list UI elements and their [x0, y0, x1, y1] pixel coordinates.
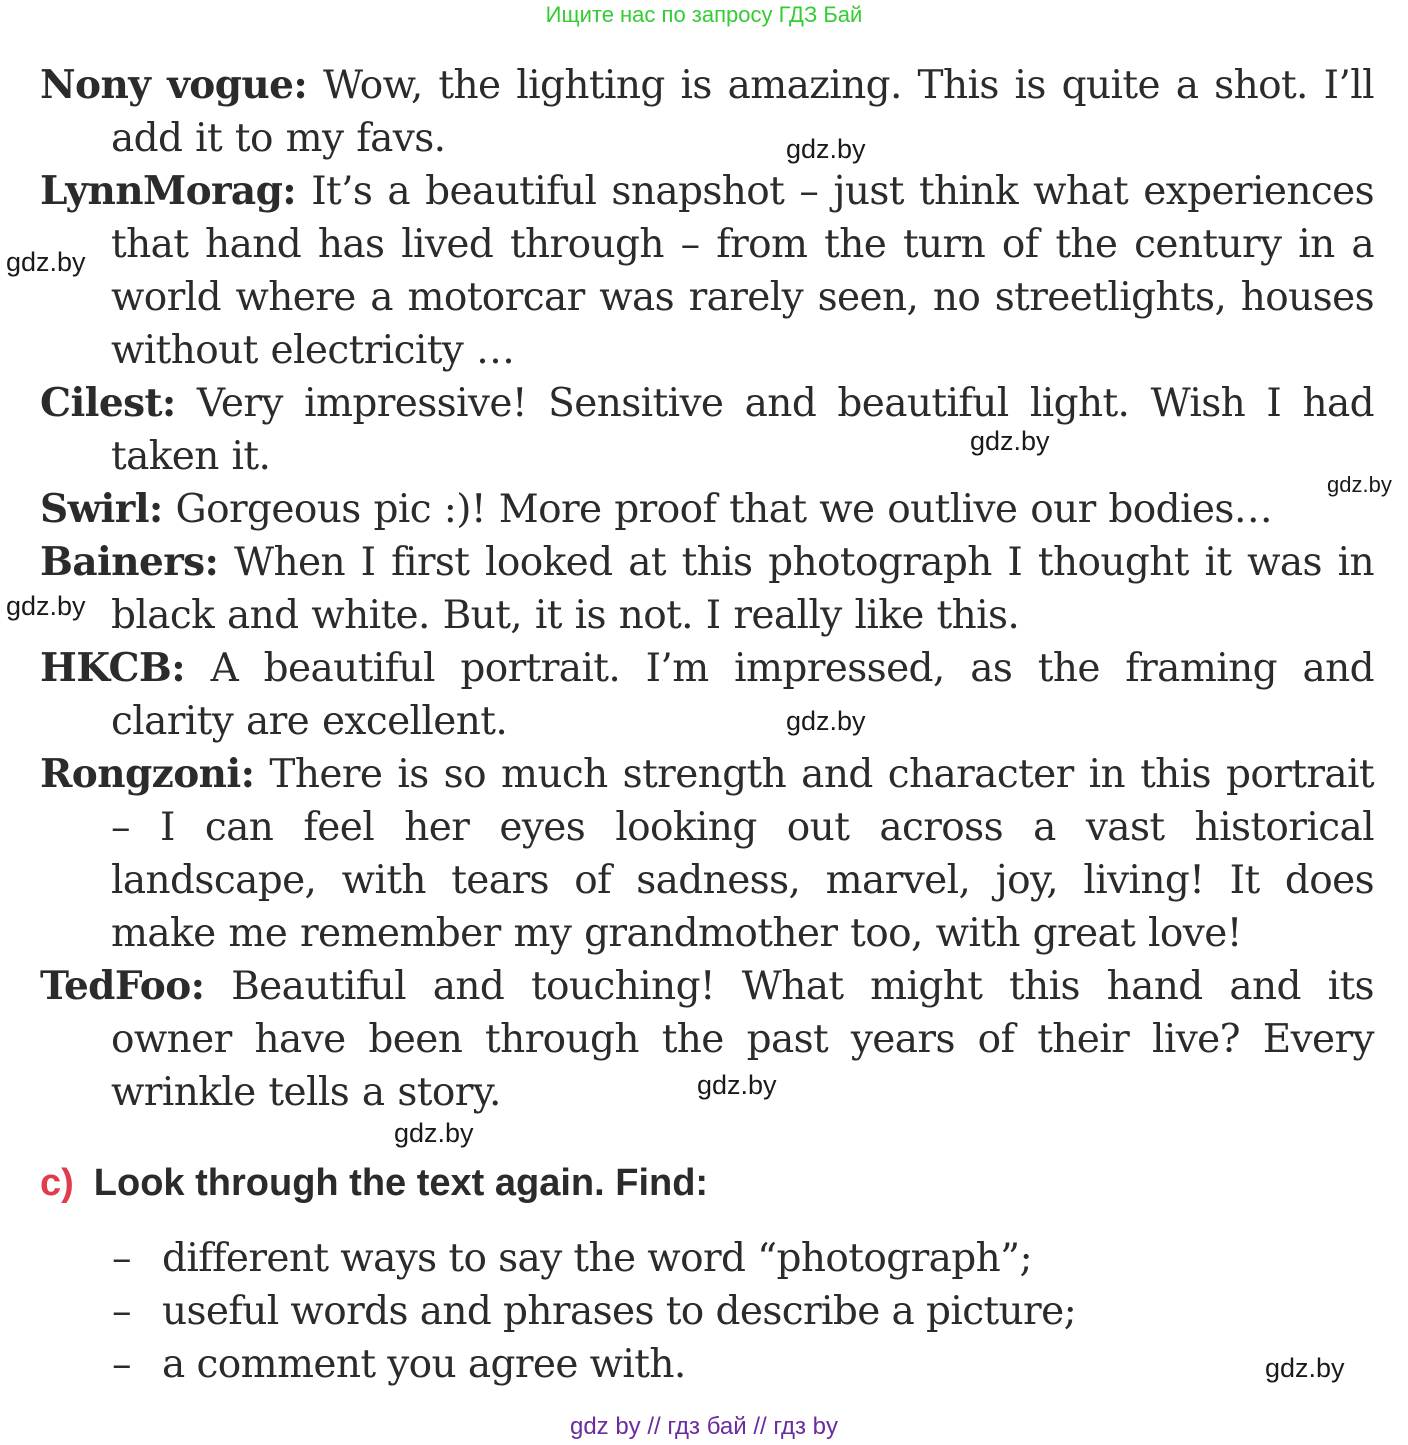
comment-rongzoni [40, 748, 1374, 960]
comment-author: Swirl: [40, 486, 163, 532]
comment-lynnmorag [40, 165, 1374, 377]
top-banner: Ищите нас по запросу ГДЗ Бай [545, 2, 863, 27]
watermark: gdz.by [394, 1118, 474, 1148]
list-item-text: useful words and phrases to describe a picture; [162, 1289, 1077, 1334]
comment-author: Nony vogue: [40, 62, 308, 108]
comment-author: Bainers: [40, 539, 219, 585]
comment-text: When I first looked at this photograph I thought it was in black and white. But, it is not. I really like this. [111, 540, 1374, 638]
comment-text: There is so much strength and character in this portrait – I can feel her eyes looking out across a vast historical landscape, with tears of sadness, marvel, joy, living! It does make me remember my grandmother too, with great love! [111, 752, 1374, 956]
footer: gdz by // гдз бай // гдз by [569, 1413, 839, 1440]
watermark: gdz.by [1327, 472, 1392, 497]
task-letter: c) [40, 1162, 74, 1204]
dash-bullet: – [112, 1289, 131, 1334]
comment-author: Cilest: [40, 380, 176, 426]
comment-nony-vogue [40, 59, 1374, 165]
comment-hkcb [40, 642, 1374, 748]
comment-swirl [40, 483, 1374, 536]
comment-bainers [40, 536, 1374, 642]
comment-text: A beautiful portrait. I’m impressed, as the framing and clarity are excellent. [111, 646, 1374, 744]
dash-bullet: – [112, 1342, 131, 1387]
comment-text: Gorgeous pic :)! More proof that we outlive our bodies… [175, 487, 1273, 532]
comment-text: Very impressive! Sensitive and beautiful light. Wish I had taken it. [111, 381, 1374, 479]
comment-author: Rongzoni: [40, 751, 255, 797]
comment-author: HKCB: [40, 645, 186, 691]
task-heading [40, 1158, 1370, 1208]
watermark: gdz.by [786, 134, 866, 164]
watermark: gdz.by [970, 426, 1050, 456]
list-item-text: different ways to say the word “photograph”; [162, 1236, 1033, 1281]
watermark: gdz.by [1265, 1353, 1345, 1383]
comment-author: TedFoo: [40, 963, 205, 1009]
list-item [112, 1285, 1272, 1338]
watermark: gdz.by [697, 1070, 777, 1100]
watermark: gdz.by [6, 247, 86, 277]
comment-text: Beautiful and touching! What might this hand and its owner have been through the past years of their live? Every wrinkle tells a story. [111, 964, 1374, 1115]
watermark: gdz.by [786, 706, 866, 736]
watermark: gdz.by [6, 591, 86, 621]
comment-text: It’s a beautiful snapshot – just think what experiences that hand has lived through – from the turn of the century in a world where a motorcar was rarely seen, no streetlights, houses without electricity … [111, 169, 1374, 373]
dash-bullet: – [112, 1236, 131, 1281]
comment-cilest [40, 377, 1374, 483]
task-find-list [112, 1232, 1272, 1391]
list-item-text: a comment you agree with. [162, 1342, 686, 1387]
comment-author: LynnMorag: [40, 168, 297, 214]
list-item [112, 1232, 1272, 1285]
task-instruction: Look through the text again. Find: [93, 1162, 709, 1204]
comment-text: Wow, the lighting is amazing. This is quite a shot. I’ll add it to my favs. [111, 63, 1374, 161]
comment-list [40, 59, 1374, 1119]
list-item [112, 1338, 1272, 1391]
